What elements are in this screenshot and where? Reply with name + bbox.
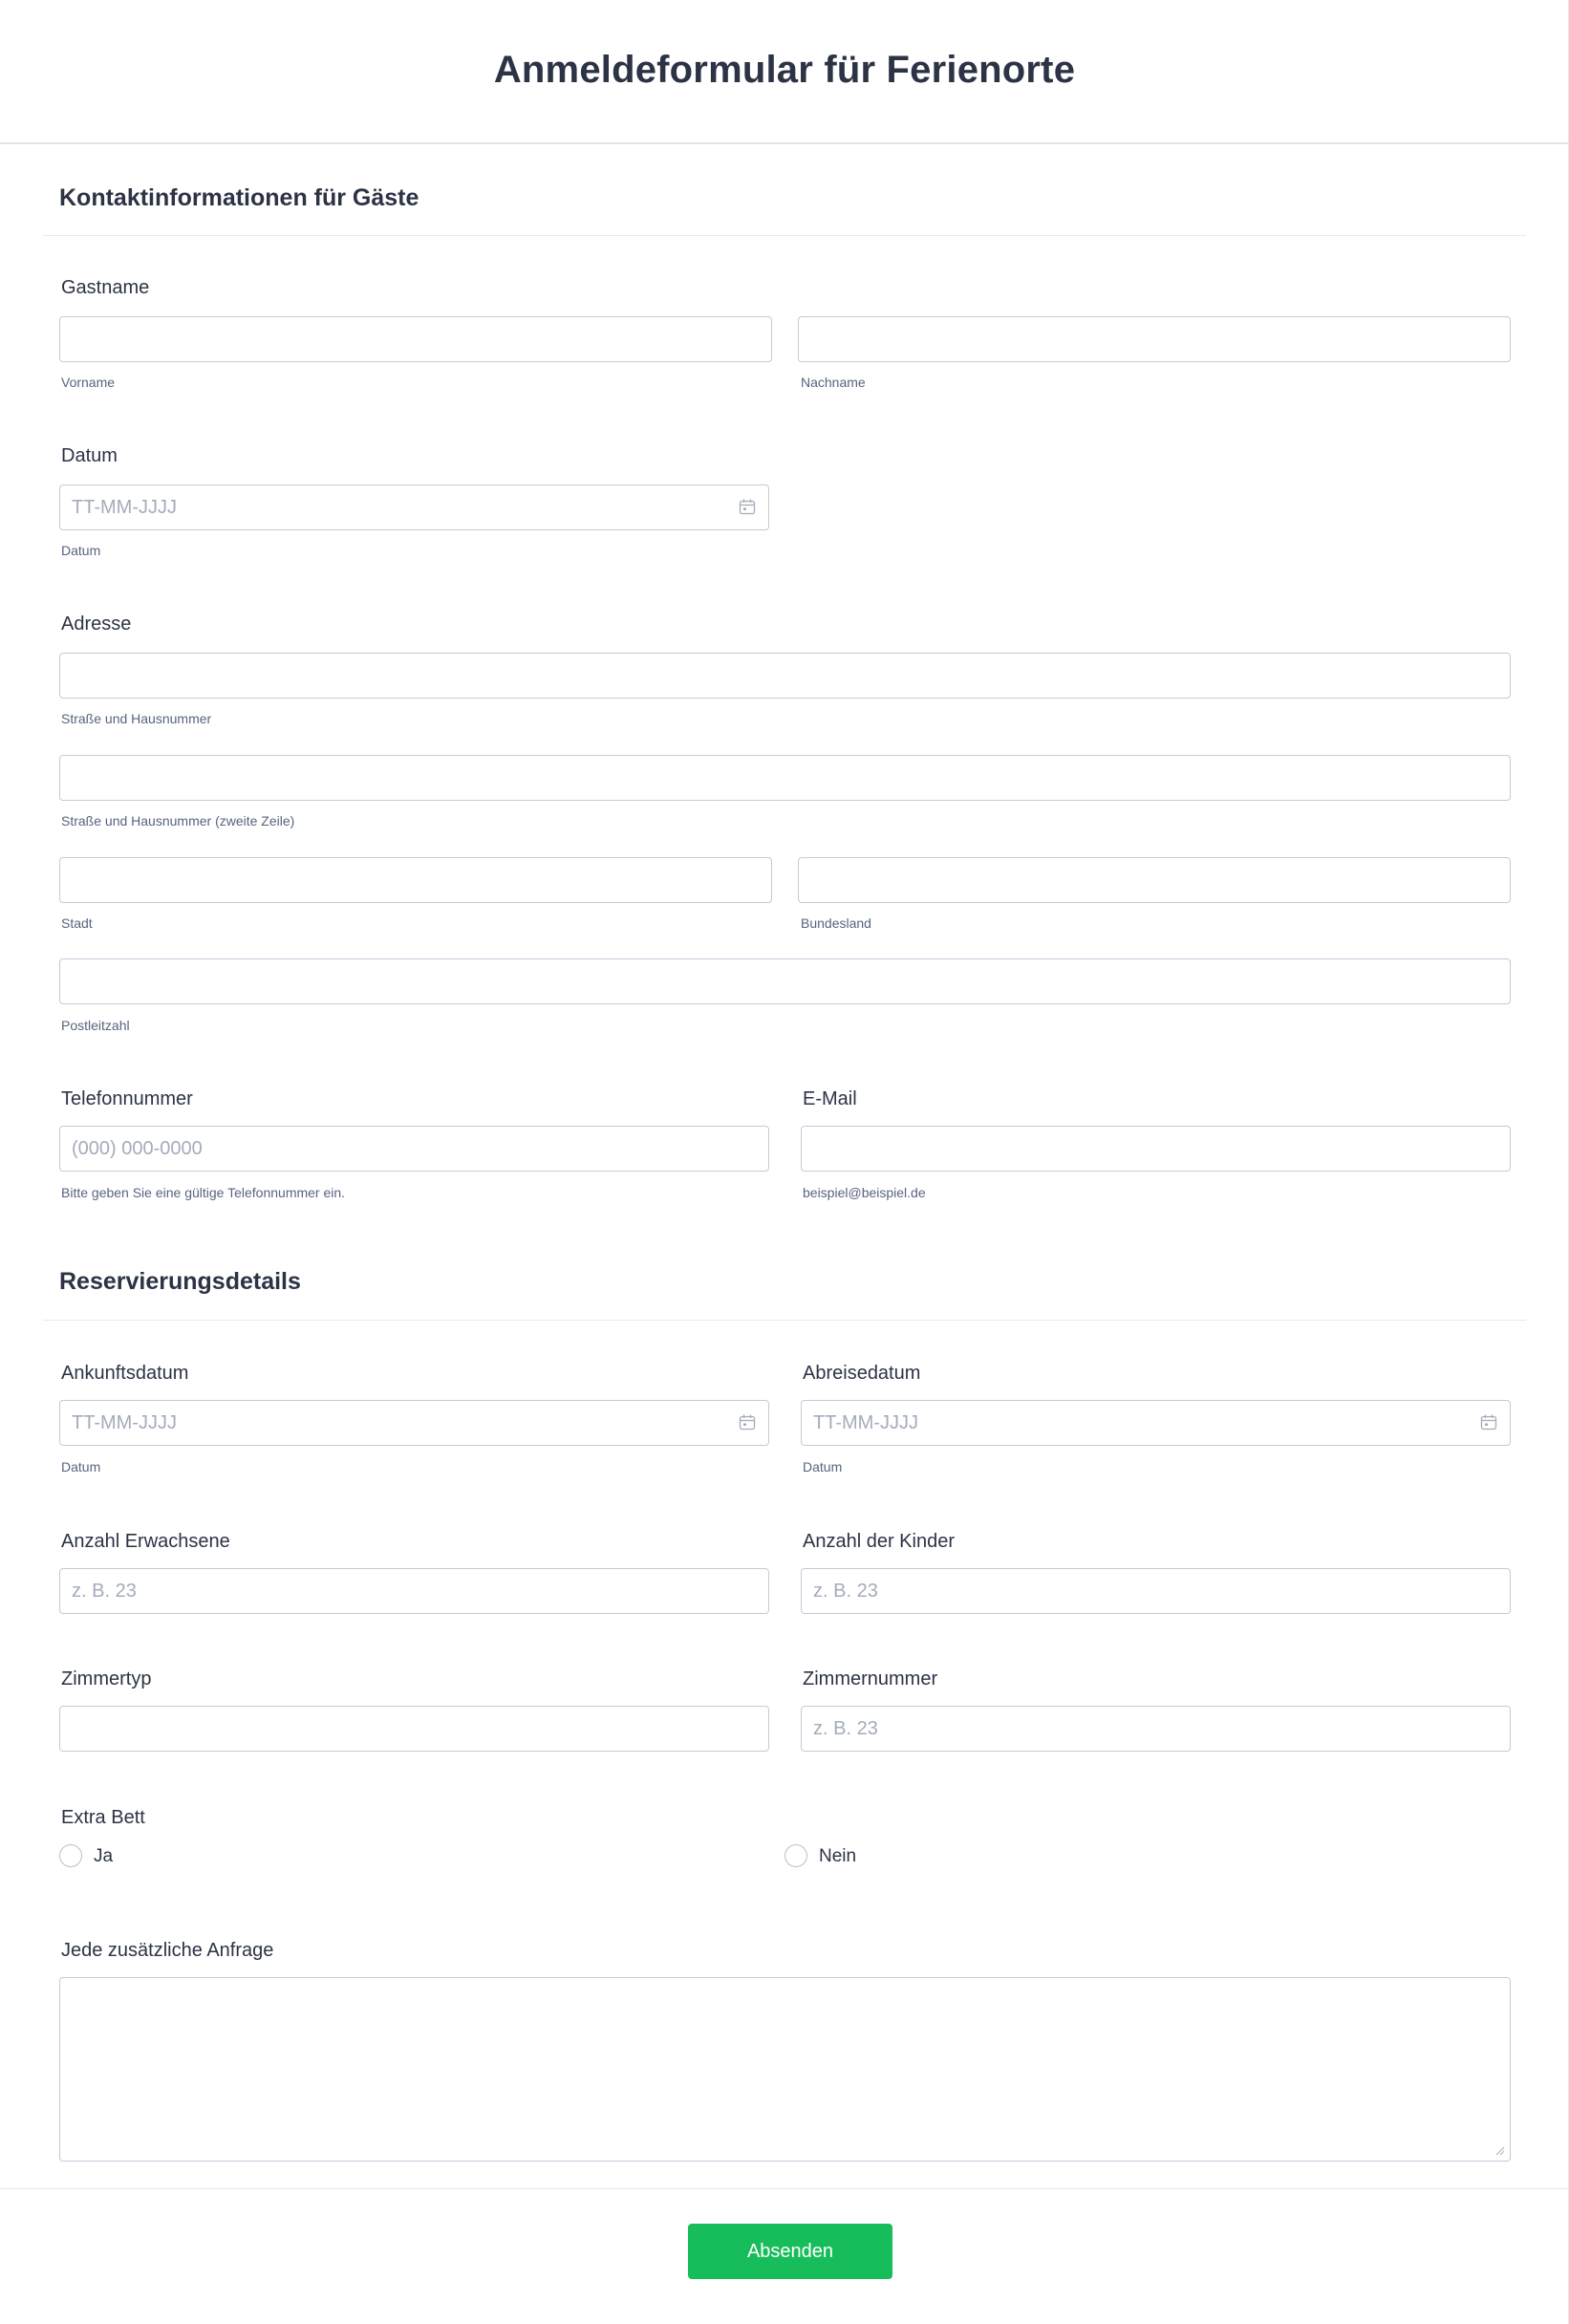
departure-date-input[interactable] [801, 1400, 1511, 1446]
footer-divider [0, 2188, 1569, 2189]
street-input[interactable] [59, 653, 1511, 699]
street2-sublabel: Straße und Hausnummer (zweite Zeile) [61, 813, 295, 828]
extra-bed-yes-radio[interactable] [59, 1844, 82, 1867]
section-title-reservation: Reservierungsdetails [59, 1268, 301, 1295]
departure-label: Abreisedatum [803, 1363, 921, 1384]
adults-label: Anzahl Erwachsene [61, 1531, 230, 1552]
request-label: Jede zusätzliche Anfrage [61, 1940, 274, 1961]
arrival-label: Ankunftsdatum [61, 1363, 189, 1384]
calendar-icon[interactable] [1480, 1414, 1497, 1431]
phone-label: Telefonnummer [61, 1088, 193, 1109]
form-title: Anmeldeformular für Ferienorte [493, 49, 1076, 91]
first-name-input[interactable] [59, 316, 772, 362]
date-sublabel: Datum [61, 543, 101, 558]
email-label: E-Mail [803, 1088, 857, 1109]
state-sublabel: Bundesland [801, 915, 871, 931]
extra-bed-yes-label[interactable]: Ja [94, 1846, 114, 1866]
extra-bed-no-radio[interactable] [784, 1844, 807, 1867]
guest-name-label: Gastname [61, 277, 150, 298]
email-input[interactable] [801, 1126, 1511, 1172]
state-input[interactable] [798, 857, 1511, 903]
adults-input[interactable] [59, 1568, 769, 1614]
arrival-date-input[interactable] [59, 1400, 769, 1446]
section-divider [43, 1320, 1526, 1321]
extra-bed-label: Extra Bett [61, 1807, 145, 1828]
arrival-sublabel: Datum [61, 1459, 101, 1474]
departure-sublabel: Datum [803, 1459, 843, 1474]
resize-grip-icon[interactable] [1495, 2146, 1505, 2156]
room-number-label: Zimmernummer [803, 1668, 938, 1689]
last-name-input[interactable] [798, 316, 1511, 362]
form-header [0, 0, 1569, 144]
request-textarea[interactable] [59, 1977, 1511, 2162]
zip-sublabel: Postleitzahl [61, 1018, 130, 1033]
room-type-label: Zimmertyp [61, 1668, 152, 1689]
room-number-input[interactable] [801, 1706, 1511, 1752]
email-sublabel: beispiel@beispiel.de [803, 1185, 926, 1200]
zip-input[interactable] [59, 958, 1511, 1004]
first-name-sublabel: Vorname [61, 375, 116, 390]
phone-sublabel: Bitte geben Sie eine gültige Telefonnummer ein. [61, 1185, 346, 1200]
last-name-sublabel: Nachname [801, 375, 866, 390]
section-divider [43, 235, 1526, 236]
calendar-icon[interactable] [739, 1414, 756, 1431]
section-title-contact: Kontaktinformationen für Gäste [59, 184, 419, 211]
children-label: Anzahl der Kinder [803, 1531, 955, 1552]
room-type-input[interactable] [59, 1706, 769, 1752]
phone-input[interactable] [59, 1126, 769, 1172]
date-input[interactable] [59, 484, 769, 530]
city-sublabel: Stadt [61, 915, 93, 931]
children-input[interactable] [801, 1568, 1511, 1614]
calendar-icon[interactable] [739, 499, 756, 515]
extra-bed-no-label[interactable]: Nein [819, 1846, 857, 1866]
street2-input[interactable] [59, 755, 1511, 801]
address-label: Adresse [61, 613, 132, 635]
date-label: Datum [61, 445, 118, 466]
street-sublabel: Straße und Hausnummer [61, 711, 212, 726]
city-input[interactable] [59, 857, 772, 903]
submit-button[interactable]: Absenden [688, 2224, 892, 2279]
